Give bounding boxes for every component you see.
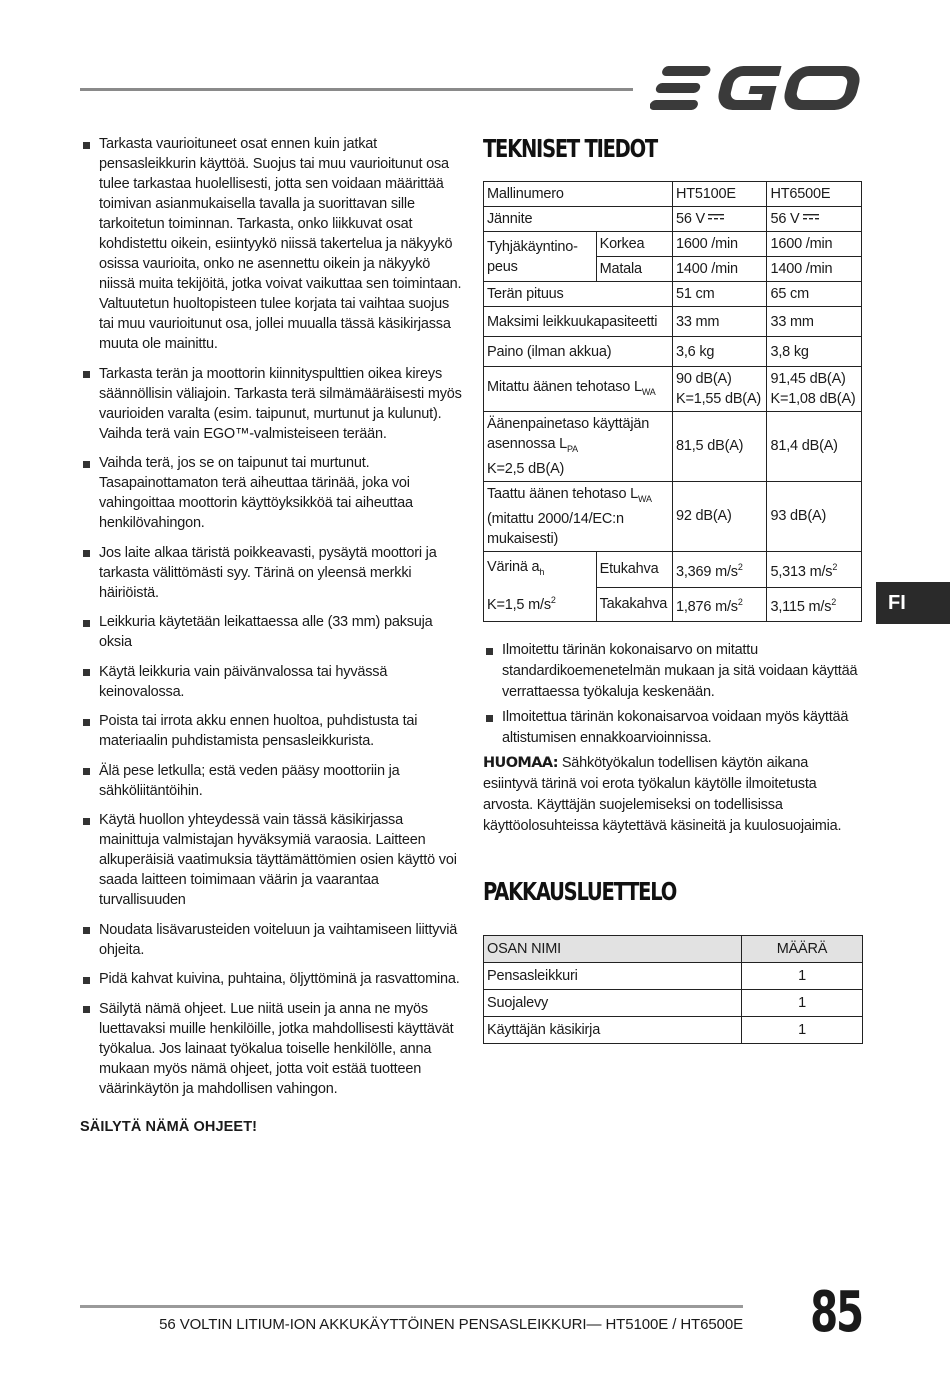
header-rule xyxy=(80,88,633,91)
safety-bullet: Pidä kahvat kuivina, puhtaina, öljyttöminä ja rasvattomina. xyxy=(80,969,462,989)
guaranteed-label-line3: mukaisesti) xyxy=(487,530,559,547)
vibration-rear-b-cell xyxy=(767,587,862,621)
dc-symbol-icon xyxy=(803,214,819,220)
table-row xyxy=(484,337,862,367)
safety-bullet: Noudata lisävarusteiden voiteluun ja vaihtamiseen liittyviä ohjeita. xyxy=(80,920,462,960)
blade-label: Terän pituus xyxy=(484,282,673,307)
lwa-b-uncertainty: K=1,08 dB(A) xyxy=(770,391,856,407)
vibration-label-line2: K=1,5 m/s xyxy=(487,597,551,614)
vibration-rear-a-cell xyxy=(672,587,767,621)
cut-a: 33 mm xyxy=(672,307,767,337)
safety-bullet: Käytä huollon yhteydessä vain tässä käsikirjassa mainittuja valmistajan hyväksymiä varaosia. Laitteen alkuperäisiä vaatimuksia täyttämättömien osien käyttö voi saada laitteen toimimaan väärin ja vaarantaa turvallisuuden xyxy=(80,810,462,910)
packing-item-qty: 1 xyxy=(742,962,863,989)
packing-item-name: Pensasleikkuri xyxy=(484,962,742,989)
vibration-label-cell xyxy=(484,551,597,621)
lwa-subscript: WA xyxy=(641,386,656,397)
blade-b: 65 cm xyxy=(767,282,862,307)
safety-bullet: Leikkuria käytetään leikattaessa alle (33 mm) paksuja oksia xyxy=(80,612,462,652)
huomaa-label: HUOMAA: xyxy=(483,754,558,771)
table-row xyxy=(484,412,862,482)
vibration-front-label: Etukahva xyxy=(596,551,672,587)
guaranteed-subscript: WA xyxy=(638,493,652,504)
packing-item-qty: 1 xyxy=(742,1016,863,1043)
vibration-front-a-cell xyxy=(672,551,767,587)
vibration-note: Ilmoitettua tärinän kokonaisarvoa voidaan myös käyttää altistumisen ennakkoarvioinnissa. xyxy=(483,707,863,749)
table-row xyxy=(484,551,862,587)
idle-label: Tyhjäkäyntino- peus xyxy=(484,232,597,282)
specs-column xyxy=(483,134,863,1044)
vibration-rear-a: 1,876 m/s xyxy=(675,598,738,615)
lpa-label-line2: asennossa L xyxy=(487,436,568,452)
huomaa-note xyxy=(483,753,863,837)
safety-bullet: Älä pese letkulla; estä veden pääsy moottoriin ja sähköliitäntöihin. xyxy=(80,761,462,801)
cut-b: 33 mm xyxy=(767,307,862,337)
table-row xyxy=(484,989,863,1016)
vibration-subscript: h xyxy=(539,567,545,578)
huomaa-text: Sähkötyökalun todellisen käytön aikana esiintyvä tärinä voi erota työkalun käytölle ilmoitetusta arvosta. Käyttäjän suojelemiseksi on todellisissa käyttöolosuhteissa käytettävä käsineitä ja kuulosuojaimia. xyxy=(483,754,842,834)
safety-bullet-list xyxy=(80,134,462,1099)
lwa-a-cell xyxy=(672,367,767,412)
guaranteed-label-cell xyxy=(484,481,673,551)
table-row xyxy=(484,1016,863,1043)
dc-symbol-icon xyxy=(708,214,724,220)
specs-table xyxy=(483,181,862,622)
safety-bullet: Vaihda terä, jos se on taipunut tai murtunut. Tasapainottamaton terä aiheuttaa tärinää, joka voi vahingoittaa moottorin käyttöyksikköä tai aiheuttaa henkilövahingon. xyxy=(80,453,462,533)
vibration-rear-b: 3,115 m/s xyxy=(770,598,832,615)
voltage-a: 56 V xyxy=(675,211,706,227)
safety-bullet: Jos laite alkaa täristä poikkeavasti, pysäytä moottori ja tarkasta välittömästi syy. Tärinä on yleensä merkki häiriöistä. xyxy=(80,543,462,603)
weight-a: 3,6 kg xyxy=(672,337,767,367)
vibration-front-b-cell xyxy=(767,551,862,587)
voltage-b-cell xyxy=(767,207,862,232)
table-header-row xyxy=(484,935,863,962)
lwa-label: Mitattu äänen tehotaso L xyxy=(487,378,642,395)
table-row xyxy=(484,207,862,232)
save-instructions-note: SÄILYTÄ NÄMÄ OHJEET! xyxy=(80,1118,258,1135)
lpa-label-line1: Äänenpainetaso käyttäjän xyxy=(487,416,650,432)
safety-bullet: Säilytä nämä ohjeet. Lue niitä usein ja anna ne myös luettavaksi muille henkilöille, jotka mahdollisesti käyttävät työkalua. Jos lainaat työkalua toiselle henkilölle, anna mukaan myös nämä ohjeet, jotta voit estää tuotteen väärinkäytön ja mahdollisen vahingon. xyxy=(80,999,462,1099)
lwa-a-uncertainty: K=1,55 dB(A) xyxy=(675,391,762,407)
packing-item-qty: 1 xyxy=(742,989,863,1016)
specs-title: TEKNISET TIEDOT xyxy=(483,134,657,163)
model-label: Mallinumero xyxy=(484,182,673,207)
idle-high-label: Korkea xyxy=(596,232,672,257)
table-row xyxy=(484,307,862,337)
packing-header-name: OSAN NIMI xyxy=(484,935,742,962)
idle-high-b: 1600 /min xyxy=(767,232,862,257)
vibration-front-b: 5,313 m/s xyxy=(770,563,833,580)
lwa-b-cell xyxy=(767,367,862,412)
ego-logo xyxy=(650,64,862,112)
voltage-a-cell xyxy=(672,207,767,232)
idle-low-a: 1400 /min xyxy=(672,257,767,282)
model-a: HT5100E xyxy=(672,182,767,207)
safety-bullet: Poista tai irrota akku ennen huoltoa, puhdistusta tai materiaalin puhdistamista pensasleikkurista. xyxy=(80,711,462,751)
packing-item-name: Käyttäjän käsikirja xyxy=(484,1016,742,1043)
squared-superscript: 2 xyxy=(737,596,743,607)
lpa-label-cell xyxy=(484,412,673,482)
squared-superscript: 2 xyxy=(737,561,743,572)
lpa-subscript: PA xyxy=(567,443,578,454)
lpa-a: 81,5 dB(A) xyxy=(672,412,767,482)
footer-title: 56 VOLTIN LITIUM-ION AKKUKÄYTTÖINEN PENSASLEIKKURI— HT5100E / HT6500E xyxy=(159,1316,743,1333)
table-row xyxy=(484,481,862,551)
lwa-label-cell xyxy=(484,367,673,412)
guaranteed-a: 92 dB(A) xyxy=(672,481,767,551)
lpa-label-line3: K=2,5 dB(A) xyxy=(487,460,565,477)
idle-high-a: 1600 /min xyxy=(672,232,767,257)
safety-bullet: Tarkasta terän ja moottorin kiinnityspulttien oikea kireys säännöllisin väliajoin. Tarkasta terä silmämääräisesti myös vaurioiden varalta (esim. taipunut, murtunut ja kulunut). Vaihda terä vain EGO™-valmisteiseen terään. xyxy=(80,364,462,444)
model-b: HT6500E xyxy=(767,182,862,207)
packing-list-title: PAKKAUSLUETTELO xyxy=(483,876,677,906)
idle-low-b: 1400 /min xyxy=(767,257,862,282)
blade-a: 51 cm xyxy=(672,282,767,307)
packing-header-qty: MÄÄRÄ xyxy=(742,935,863,962)
lpa-b: 81,4 dB(A) xyxy=(767,412,862,482)
safety-column xyxy=(80,134,462,1135)
lwa-b-value: 91,45 dB(A) xyxy=(770,371,846,387)
cut-label: Maksimi leikkuukapasiteetti xyxy=(484,307,673,337)
vibration-notes xyxy=(483,640,863,749)
weight-b: 3,8 kg xyxy=(767,337,862,367)
squared-superscript: 2 xyxy=(550,595,556,606)
weight-label: Paino (ilman akkua) xyxy=(484,337,673,367)
squared-superscript: 2 xyxy=(832,561,838,572)
vibration-rear-label: Takakahva xyxy=(596,587,672,621)
voltage-label: Jännite xyxy=(484,207,673,232)
page-number: 85 xyxy=(810,1280,862,1345)
idle-low-label: Matala xyxy=(596,257,672,282)
guaranteed-label-line2: (mitattu 2000/14/EC:n xyxy=(487,510,624,527)
table-row xyxy=(484,962,863,989)
packing-list-table xyxy=(483,935,863,1044)
vibration-label-line1: Värinä a xyxy=(487,559,540,576)
table-row xyxy=(484,367,862,412)
footer-rule xyxy=(80,1305,743,1308)
guaranteed-label-line1: Taattu äänen tehotaso L xyxy=(487,485,638,502)
voltage-b: 56 V xyxy=(770,211,800,227)
lwa-a-value: 90 dB(A) xyxy=(675,371,732,387)
packing-item-name: Suojalevy xyxy=(484,989,742,1016)
language-tab: FI xyxy=(876,582,950,624)
table-row xyxy=(484,182,862,207)
guaranteed-b: 93 dB(A) xyxy=(767,481,862,551)
squared-superscript: 2 xyxy=(831,596,837,607)
table-row xyxy=(484,282,862,307)
safety-bullet: Käytä leikkuria vain päivänvalossa tai hyvässä keinovalossa. xyxy=(80,662,462,702)
safety-bullet: Tarkasta vaurioituneet osat ennen kuin jatkat pensasleikkurin käyttöä. Suojus tai muu vaurioitunut osa tulee tarkastaa huolellisesti, jotta sen voidaan määrittää toimivan asianmukaisella tavalla ja suorittavan sille tarkoitetun toiminnan. Tarkasta, onko liikkuvat osat kohdistettu oikein, esiintyykö niissä takertelua ja näkyykö osissa vaurioita, onko ne asennettu oikein ja näkyykö niissä muita tekijöitä, jotka voivat vaikuttaa sen toimintaan. Valtuutetun huoltopisteen tulee korjata tai vaihtaa suojus tai muu vaurioitunut osa, jollei muualla tässä käsikirjassa muuta ole mainittu. xyxy=(80,134,462,354)
vibration-note: Ilmoitettu tärinän kokonaisarvo on mitattu standardikoemenetelmän mukaan ja sitä voidaan käyttää verrattaessa työkaluja keskenään. xyxy=(483,640,863,703)
table-row xyxy=(484,232,862,257)
vibration-front-a: 3,369 m/s xyxy=(675,563,738,580)
